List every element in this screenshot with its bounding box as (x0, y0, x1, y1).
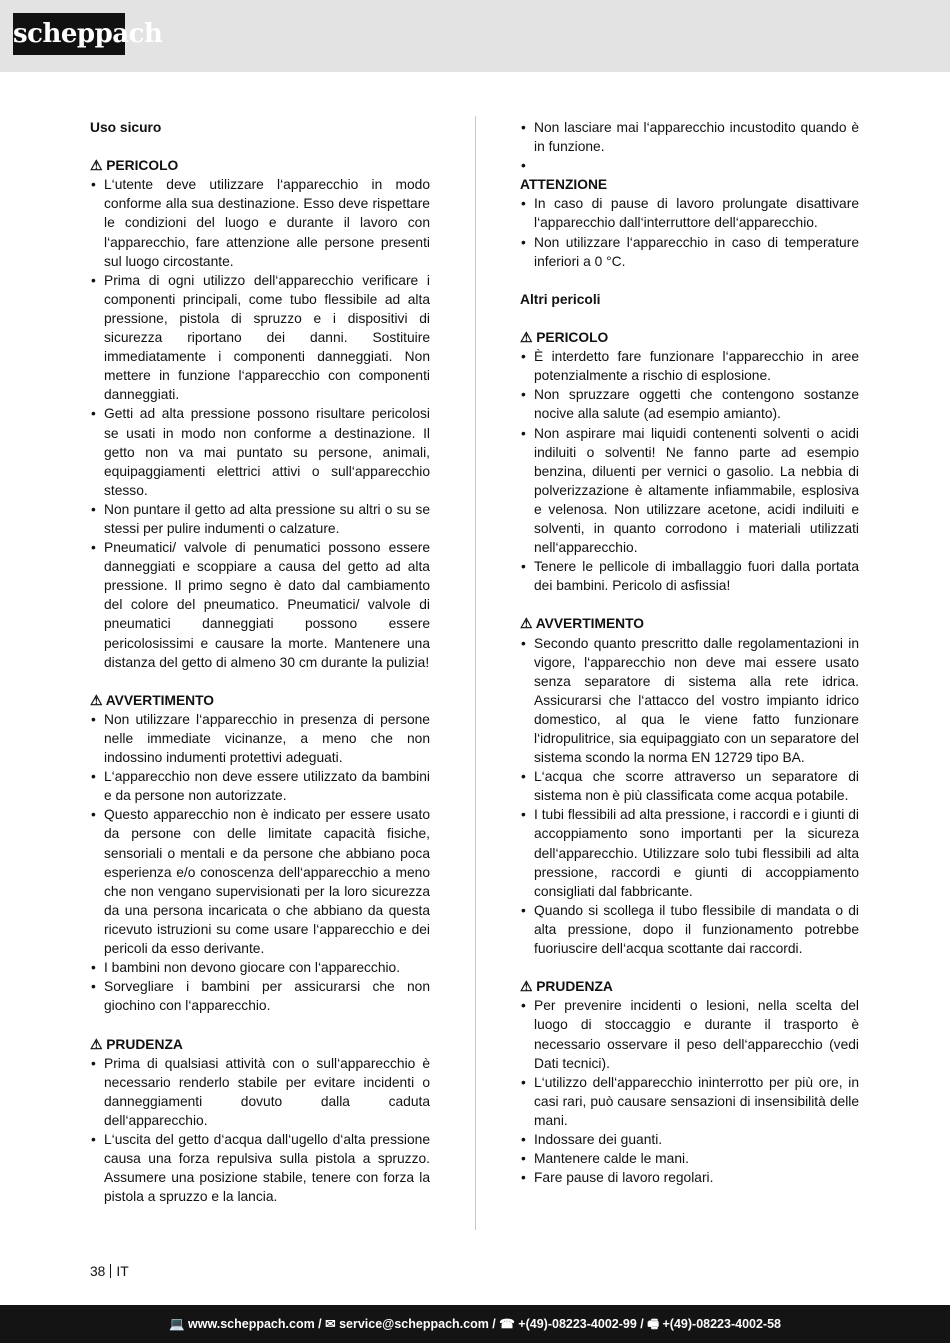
page-number (90, 1264, 129, 1279)
prudenza-list (90, 1054, 430, 1207)
pericolo-list (520, 347, 859, 595)
page-number-value: 38 (90, 1264, 106, 1279)
list-item: • Quando si scollega il tubo flessibile di mandata o di alta pressione, dopo il funzionamento potrebbe fuoriuscire dell‘acqua scottante dai raccordi. (520, 901, 859, 958)
section-title: Altri pericoli (520, 291, 601, 307)
page-separator (110, 1264, 111, 1278)
list-item: • Non aspirare mai liquidi contenenti solventi o acidi indiluiti o solventi! Ne fanno parte ad esempio benzina, diluenti per vernici o gasolio. La nebbia di polverizzazione è altamente infiammabile, esplosiva e velenosa. Non utilizzare acetone, acidi indiluiti e solventi, in quanto corrodono i materiali utilizzati nell‘apparecchio. (520, 424, 859, 558)
top-list (520, 118, 859, 175)
list-item: • Non puntare il getto ad alta pressione su altri o su se stessi per pulire indumenti o calzature. (90, 500, 430, 538)
attenzione-list (520, 194, 859, 270)
list-item: • Sorvegliare i bambini per assicurarsi che non giochino con l‘apparecchio. (90, 977, 430, 1015)
warning-heading-avvertimento: ⚠ AVVERTIMENTO (90, 692, 215, 708)
website-link[interactable]: 💻 www.scheppach.com / (169, 1317, 322, 1331)
list-item: • Tenere le pellicole di imballaggio fuori dalla portata dei bambini. Pericolo di asfissia! (520, 557, 859, 595)
list-item: • Non lasciare mai l‘apparecchio incustodito quando è in funzione. (520, 118, 859, 156)
list-item: • Fare pause di lavoro regolari. (520, 1168, 859, 1187)
avvertimento-list (520, 634, 859, 959)
list-item: • L‘utilizzo dell‘apparecchio ininterrotto per più ore, in casi rari, può causare sensazioni di insensibilità delle mani. (520, 1073, 859, 1130)
warning-heading-avvertimento: ⚠ AVVERTIMENTO (520, 616, 645, 632)
pericolo-list (90, 175, 430, 671)
list-item: • L‘acqua che scorre attraverso un separatore di sistema non è più classificata come acqua potabile. (520, 767, 859, 805)
list-item: • Non utilizzare l‘apparecchio in presenza di persone nelle immediate vicinanze, a meno che non indossino indumenti protettivi adeguati. (90, 710, 430, 767)
list-item: • L‘apparecchio non deve essere utilizzato da bambini e da persone non autorizzate. (90, 767, 430, 805)
warning-heading-pericolo: ⚠ PERICOLO (90, 158, 179, 174)
list-item: • L‘utente deve utilizzare l‘apparecchio in modo conforme alla sua destinazione. Esso deve rispettare le condizioni del luogo e durante il lavoro con l‘apparecchio, fare attenzione alle persone presenti sul luogo circostante. (90, 175, 430, 270)
list-item-empty (520, 156, 859, 175)
email-link[interactable]: ✉ service@scheppach.com / (325, 1317, 496, 1331)
warning-heading-prudenza: ⚠ PRUDENZA (90, 1036, 183, 1052)
list-item: • I tubi flessibili ad alta pressione, i raccordi e i giunti di accoppiamento sono importanti per la sicureza dell‘apparecchio. Utilizzare solo tubi flessibili ad alta pressione, raccordi e giunti di accoppiamento consigliati dal fabbricante. (520, 805, 859, 900)
warning-heading-pericolo: ⚠ PERICOLO (520, 330, 609, 346)
list-item: • L‘uscita del getto d‘acqua dall‘ugello d‘alta pressione causa una forza repulsiva sulla pistola a spruzzo. Assumere una posizione stabile, tenere con forza la pistola a spruzzo e la lancia. (90, 1130, 430, 1206)
list-item: • Getti ad alta pressione possono risultare pericolosi se usati in modo non conforme a destinazione. Il getto non va mai puntato su persone, animali, equipaggiamenti elettrici attivi o sull‘apparecchio stesso. (90, 404, 430, 499)
warning-heading-prudenza: ⚠ PRUDENZA (520, 979, 613, 995)
list-item: • Prima di ogni utilizzo dell‘apparecchio verificare i componenti principali, come tubo flessibile ad alta pressione, pistola di spruzzo e i dispositivi di sicurezza riportano dei danni. Sostituire immediatamente i componenti danneggiati. Non mettere in funzione l‘apparecchio con componenti danneggiati. (90, 271, 430, 405)
page-header (0, 0, 950, 72)
list-item: • In caso di pause di lavoro prolungate disattivare l‘apparecchio dall‘interruttore dell‘apparecchio. (520, 194, 859, 232)
prudenza-list (520, 996, 859, 1187)
section-title: Uso sicuro (90, 120, 162, 135)
right-column (520, 118, 859, 1187)
list-item: • Mantenere calde le mani. (520, 1149, 859, 1168)
avvertimento-list (90, 710, 430, 1016)
fax-number: 🖷 +(49)-08223-4002-58 (647, 1317, 781, 1331)
list-item: • Secondo quanto prescritto dalle regolamentazioni in vigore, l‘apparecchio non deve mai essere usato senza separatore di sistema alla rete idrica. Assicurarsi che l‘attacco del vostro impianto idrico domestico, al qua le viene fatto funzionare l‘idropulitrice, sia equipaggiato con un separatore del sistema scondo la norma EN 12729 tipo BA. (520, 634, 859, 768)
list-item: • Questo apparecchio non è indicato per essere usato da persone con delle limitate capacità fisiche, sensoriali o mentali e da persone che abbiano poca esperienza e/o conoscenza dell‘apparecchio a meno che non vengano supervisionati per la loro sicurezza da una persona incaricata o che abbiano da questa ricevuto istruzioni su come usare l‘apparecchio e dei pericoli da esso derivante. (90, 805, 430, 958)
column-divider (475, 116, 476, 1230)
language-code: IT (116, 1264, 129, 1279)
list-item: • I bambini non devono giocare con l‘apparecchio. (90, 958, 430, 977)
list-item: • Pneumatici/ valvole di penumatici possono essere danneggiati e scoppiare a causa del getto ad alta pressione. Il primo segno è dato dal cambiamento del colore del pneumatico. Pneumatici/ valvole di pneumatici danneggiati possono essere pericolosissimi e causare la morte. Mantenere una distanza del getto di almeno 30 cm durante la pulizia! (90, 538, 430, 672)
contact-footer (0, 1305, 950, 1343)
scheppach-logo: scheppach (13, 13, 125, 55)
list-item: • Indossare dei guanti. (520, 1130, 859, 1149)
list-item: • Per prevenire incidenti o lesioni, nella scelta del luogo di stoccaggio e durante il trasporto è necessario osservare il peso dell‘apparecchio (vedi Dati tecnici). (520, 996, 859, 1072)
list-item: • Non spruzzare oggetti che contengono sostanze nocive alla salute (ad esempio amianto). (520, 385, 859, 423)
list-item: • Non utilizzare l‘apparecchio in caso di temperature inferiori a 0 °C. (520, 233, 859, 271)
left-column (90, 118, 430, 1206)
warning-heading-attenzione: ATTENZIONE (520, 177, 608, 193)
phone-number: ☎ +(49)-08223-4002-99 / (499, 1317, 644, 1331)
list-item: • È interdetto fare funzionare l‘apparecchio in aree potenzialmente a rischio di esplosione. (520, 347, 859, 385)
list-item: • Prima di qualsiasi attività con o sull‘apparecchio è necessario renderlo stabile per evitare incidenti o danneggiamenti dovuto dalla caduta dell‘apparecchio. (90, 1054, 430, 1130)
